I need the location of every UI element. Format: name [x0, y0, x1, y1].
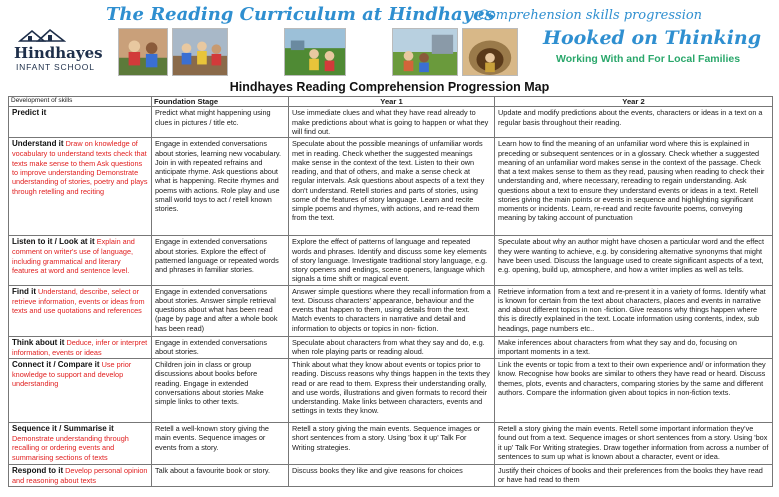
- col-header-foundation: Foundation Stage: [152, 97, 289, 107]
- year1-cell: Think about what they know about events or topics prior to reading. Discuss reasons why things happen in the texts they read or are read to them. Express their understanding orally, and use words, illustrations and given formats to record their understanding. Make links between characters, events and settings in texts they know.: [289, 359, 495, 423]
- table-row: [9, 236, 773, 285]
- school-logo: [10, 28, 106, 74]
- skill-cell: [9, 465, 152, 487]
- year2-cell: Retell a story giving the main events. Retell some important information they've found out from a text. Sequence images or short sentences from a story. Using 'box it up' Talk For Writing strategies. Draw together information from across a number of sentences to sum up what is known about a character, event or idea.: [495, 423, 773, 465]
- foundation-cell: Talk about a favourite book or story.: [152, 465, 289, 487]
- skill-description: Deduce, infer or interpret information, events or ideas: [12, 337, 148, 357]
- table-header-row: [9, 97, 773, 107]
- skill-name: Understand it: [12, 139, 64, 149]
- skill-cell: [9, 359, 152, 423]
- skill-name: Sequence it / Summarise it: [12, 424, 114, 434]
- col-header-year2: Year 2: [495, 97, 773, 107]
- progression-map-title: Hindhayes Reading Comprehension Progression Map: [229, 80, 550, 94]
- col-header-year1: Year 1: [289, 97, 495, 107]
- foundation-cell: Retell a well-known story giving the main events. Sequence images or events from a story.: [152, 423, 289, 465]
- table-row: [9, 423, 773, 465]
- curriculum-title: The Reading Curriculum at Hindhayes: [106, 4, 495, 25]
- skill-description: Demonstrate understanding through recalling or ordering events and summarising sections of texts: [12, 434, 129, 462]
- photo-outdoor-play: [284, 28, 346, 76]
- school-name: Hindhayes: [14, 44, 103, 62]
- skill-cell: [9, 138, 152, 236]
- photo-group-activity: [172, 28, 228, 76]
- table-row: [9, 285, 773, 336]
- strapline: Working With and For Local Families: [556, 53, 741, 65]
- year2-cell: Make inferences about characters from what they say and do, focusing on important moments in a text.: [495, 336, 773, 358]
- skill-cell: [9, 285, 152, 336]
- year2-cell: Retrieve information from a text and re-present it in a variety of forms. Identify what is known for certain from the text about characters, places and events in narrative and about different topics in non -fiction. Give reasons why things happen where this is directly explained in the text. Locate information using contents, index, sub headings, page numbers etc..: [495, 285, 773, 336]
- skill-name: Predict it: [12, 108, 47, 118]
- photo-children-reading: [118, 28, 168, 76]
- skill-cell: [9, 236, 152, 285]
- skill-name: Find it: [12, 286, 36, 296]
- foundation-cell: Engage in extended conversations about stories. Explore the effect of patterned language or repeated words and phrases in familiar stories.: [152, 236, 289, 285]
- foundation-cell: Engage in extended conversations about stories.: [152, 336, 289, 358]
- skill-description: Use prior knowledge to support and develop understanding: [12, 360, 132, 389]
- year2-cell: Link the events or topic from a text to their own experience and/ or information they know. Recognise how books are similar to others they have read or heard. Discuss themes, plots, events and characters, comparing stories by the same and different authors. Compare the information given about topics in non-fiction texts.: [495, 359, 773, 423]
- skill-description: Develop personal opinion and reasoning about texts: [12, 466, 148, 486]
- table-row: [9, 359, 773, 423]
- school-roof-icon: [18, 28, 66, 42]
- table-row: [9, 465, 773, 487]
- year1-cell: Speculate about the possible meanings of unfamiliar words met in reading. Check whether the suggested meanings make sense in the context of the text. Listen to their own reading, and that of others, and make a sense check at regular intervals. Ask questions about aspects of a text they don't understand. Retell stories and parts of stories, using some of the features of story language. Learn and recite simple poems and rhymes, with actions, and re-read them from the text.: [289, 138, 495, 236]
- progression-table: [8, 96, 773, 487]
- year1-cell: Answer simple questions where they recall information from a text. Discuss characters' appearance, behaviour and the events that happen to them, using details from the text. Match events to characters in narrative and detail and information to objects or topics in non- fiction.: [289, 285, 495, 336]
- photo-playground: [392, 28, 458, 76]
- year1-cell: Discuss books they like and give reasons for choices: [289, 465, 495, 487]
- curriculum-subtitle: Comprehension skills progression: [478, 8, 703, 23]
- table-row: [9, 107, 773, 138]
- year2-cell: Update and modify predictions about the events, characters or ideas in a text on a regular basis throughout their reading.: [495, 107, 773, 138]
- skill-description: Draw on knowledge of vocabulary to understand texts check that texts make sense to them Ask questions to improve understanding Demonstrate understanding of stories, poetry and plays through retelling and reciting: [12, 139, 148, 196]
- photo-reading-nook: [462, 28, 518, 76]
- year1-cell: Explore the effect of patterns of language and repeated words and phrases. Identify and discuss some key elements of story language. Investigate traditional story language, e.g. story openers and endings, scene openers, language which signals a time shift or magical event.: [289, 236, 495, 285]
- page-header: [0, 0, 779, 84]
- skill-name: Connect it / Compare it: [12, 360, 100, 370]
- table-row: [9, 138, 773, 236]
- skill-cell: [9, 336, 152, 358]
- table-row: [9, 336, 773, 358]
- year2-cell: Speculate about why an author might have chosen a particular word and the effect they were wanting to achieve, e.g. by considering alternative synonyms that might have been used. Discuss the language used to create significant aspects of a text, e.g. opening, build up, atmosphere, and how a writer implies as well as tells.: [495, 236, 773, 285]
- skill-name: Think about it: [12, 337, 65, 347]
- skill-description: Explain and comment on writer's use of language, including grammatical and literary features at word and sentence level.: [12, 237, 135, 275]
- foundation-cell: Engage in extended conversations about stories, learning new vocabulary. Join in with repeated refrains and anticipate rhyme. Ask questions about what is happening. Recite rhymes and poems with actions. Role play and use small world toys to act / retell known stories.: [152, 138, 289, 236]
- skill-cell: [9, 107, 152, 138]
- year1-cell: Retell a story giving the main events. Sequence images or short sentences from a story. Using 'box it up' Talk For Writing strategies.: [289, 423, 495, 465]
- skill-description: Understand, describe, select or retrieve information, events or ideas from texts and use quotations and references: [12, 286, 145, 316]
- tagline: Hooked on Thinking: [543, 27, 762, 49]
- skill-cell: [9, 423, 152, 465]
- school-type: INFANT SCHOOL: [16, 62, 95, 72]
- year2-cell: Learn how to find the meaning of an unfamiliar word where this is explained in preceding or subsequent sentences or in a glossary. Check whether a suggested meaning of an unfamiliar word makes sense in the context of the passage. Check that a text makes sense to them as they read, pausing when reading to check their understanding and, where necessary, rereading to regain understanding. Ask questions about a text to ensure they understand events or ideas in a text. Retell stories giving the main points or events in sequence and highlighting significant moments or incidents. Learn, re-read and recite favourite poems, conveying meaning by taking account of punctuation: [495, 138, 773, 236]
- foundation-cell: Children join in class or group discussions about books before reading. Engage in extended conversations about stories Make simple links to other texts.: [152, 359, 289, 423]
- foundation-cell: Predict what might happening using clues in pictures / title etc.: [152, 107, 289, 138]
- year1-cell: Use immediate clues and what they have read already to make predictions about what is going to happen or what they will find out.: [289, 107, 495, 138]
- year1-cell: Speculate about characters from what they say and do, e.g. when role playing parts or reading aloud.: [289, 336, 495, 358]
- year2-cell: Justify their choices of books and their preferences from the books they have read or have had read to them: [495, 465, 773, 487]
- skill-name: Listen to it / Look at it: [12, 237, 95, 247]
- table-body: [9, 107, 773, 487]
- foundation-cell: Engage in extended conversations about stories. Answer simple retrieval questions about what has been read (page by page and after a whole book has been read): [152, 285, 289, 336]
- skill-name: Respond to it: [12, 466, 64, 476]
- col-header-skills: Development of skills: [9, 97, 152, 107]
